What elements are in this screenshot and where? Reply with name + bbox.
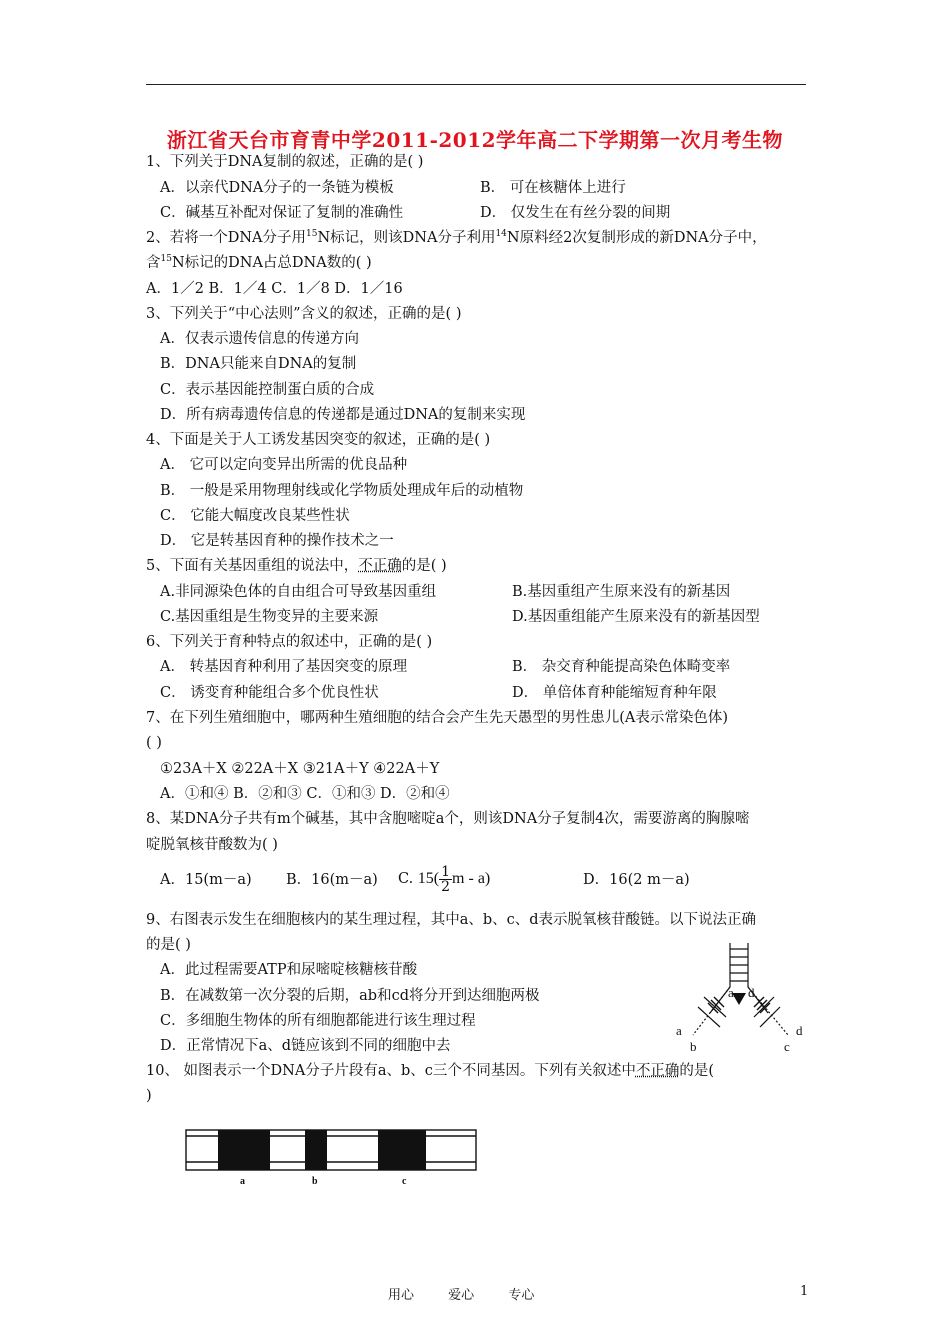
- q8-fraction: $\frac{1}{2}$: [441, 863, 451, 895]
- q8-stem-line2: 啶脱氧核苷酸数为( ): [146, 837, 278, 853]
- page-number: 1: [800, 1284, 809, 1299]
- q3-option-d: D．所有病毒遗传信息的传递都是通过DNA的复制来实现: [160, 407, 526, 423]
- q1-option-d: D． 仅发生在有丝分裂的间期: [480, 205, 671, 221]
- header-rule: [146, 84, 806, 85]
- q1-option-a: A．以亲代DNA分子的一条链为模板: [160, 180, 394, 196]
- q8-stem: 8、某DNA分子共有m个碱基，其中含胞嘧啶a个，则该DNA分子复制4次，需要游离的胸腺嘧: [146, 811, 750, 827]
- gene-b-block: [305, 1130, 327, 1170]
- q4-option-b: B． 一般是采用物理射线或化学物质处理成年后的动植物: [160, 483, 524, 499]
- q8-option-a: A．15(m－a): [160, 872, 252, 888]
- q9-option-c: C．多细胞生物体的所有细胞都能进行该生理过程: [160, 1013, 476, 1029]
- q9-stem-line2: 的是( ): [146, 937, 191, 953]
- q7-items: ①23A＋X ②22A＋X ③21A＋Y ④22A＋Y: [160, 761, 440, 777]
- gene-label-b: b: [312, 1176, 318, 1187]
- q7-paren: ( ): [146, 735, 162, 751]
- gene-c-block: [378, 1130, 426, 1170]
- q6-stem: 6、下列关于育种特点的叙述中，正确的是( ): [146, 634, 433, 650]
- q6-option-a: A． 转基因育种利用了基因突变的原理: [160, 659, 408, 675]
- q5-option-c: C.基因重组是生物变异的主要来源: [160, 609, 379, 625]
- q6-option-c: C． 诱变育种能组合多个优良性状: [160, 685, 379, 701]
- q9-option-b: B．在减数第一次分裂的后期，ab和cd将分开到达细胞两极: [160, 988, 540, 1004]
- page-title: 浙江省天台市育青中学2011-2012学年高二下学期第一次月考生物: [166, 128, 784, 152]
- q9-option-d: D．正常情况下a、d链应该到不同的细胞中去: [160, 1038, 451, 1054]
- footer-item-yongxin: 用心: [388, 1288, 415, 1303]
- fig-label-a: a: [676, 1023, 682, 1038]
- q10-stem: 10、 如图表示一个DNA分子片段有a、b、c三个不同基因。下列有关叙述中不正确的是(: [146, 1063, 715, 1079]
- q7-stem: 7、在下列生殖细胞中，哪两种生殖细胞的结合会产生先天愚型的男性患儿(A表示常染色体): [146, 710, 729, 726]
- q1-option-b: B． 可在核糖体上进行: [480, 180, 626, 196]
- footer: [388, 1284, 564, 1303]
- q8-option-c: C. 15( $\frac{1}{2}$ m - a): [398, 863, 491, 895]
- q1-stem: 1、下列关于DNA复制的叙述，正确的是( ): [146, 154, 424, 170]
- fig-label-b: b: [690, 1039, 697, 1054]
- dna-segment-figure: [180, 1100, 480, 1190]
- q2-stem: 2、若将一个DNA分子用$^{15}$N标记，则该DNA分子利用$^{14}$N原料经2次复制形成的新DNA分子中，: [146, 229, 767, 246]
- q5-option-a: A.非同源染色体的自由组合可导致基因重组: [160, 584, 437, 600]
- gene-label-c: c: [402, 1176, 407, 1187]
- gene-a-block: [218, 1130, 270, 1170]
- q3-stem: 3、下列关于“中心法则”含义的叙述，正确的是( ): [146, 306, 462, 322]
- q8-option-b: B．16(m－a): [286, 872, 378, 888]
- q9-option-a: A．此过程需要ATP和尿嘧啶核糖核苷酸: [160, 962, 418, 978]
- q4-option-d: D． 它是转基因育种的操作技术之一: [160, 533, 394, 549]
- q4-option-c: C． 它能大幅度改良某些性状: [160, 508, 350, 524]
- q9-stem: 9、右图表示发生在细胞核内的某生理过程，其中a、b、c、d表示脱氧核苷酸链。以下说法正确: [146, 912, 757, 928]
- q6-option-b: B． 杂交育种能提高染色体畸变率: [512, 659, 731, 675]
- q5-option-b: B.基因重组产生原来没有的新基因: [512, 584, 731, 600]
- fig-label-c: c: [784, 1039, 790, 1054]
- fig-label-d-top: d: [748, 985, 755, 1000]
- footer-item-aixin: 爱心: [448, 1288, 475, 1303]
- q3-option-b: B．DNA只能来自DNA的复制: [160, 356, 357, 372]
- q1-option-c: C．碱基互补配对保证了复制的准确性: [160, 205, 404, 221]
- fig-label-d: d: [796, 1023, 803, 1038]
- fork-arrow-icon: [732, 993, 746, 1005]
- q4-stem: 4、下面是关于人工诱发基因突变的叙述，正确的是( ): [146, 432, 491, 448]
- q10-stem-line2: ): [146, 1088, 152, 1104]
- q4-option-a: A． 它可以定向变异出所需的优良品种: [160, 457, 408, 473]
- q2-stem-line2: 含$^{15}$N标记的DNA占总DNA数的( ): [146, 254, 372, 271]
- q6-option-d: D． 单倍体育种能缩短育种年限: [512, 685, 717, 701]
- footer-item-zhuanxin: 专心: [508, 1288, 535, 1303]
- fig-label-a-top: a: [728, 985, 734, 1000]
- q3-option-c: C．表示基因能控制蛋白质的合成: [160, 382, 375, 398]
- replication-fork-figure: [668, 935, 818, 1060]
- q8-option-d: D．16(2 m－a): [583, 872, 690, 888]
- q3-option-a: A．仅表示遗传信息的传递方向: [160, 331, 359, 347]
- gene-label-a: a: [240, 1176, 245, 1187]
- q2-options: A．1／2 B．1／4 C．1／8 D．1／16: [146, 281, 403, 297]
- q5-stem: 5、下面有关基因重组的说法中，不正确的是( ): [146, 558, 447, 574]
- q5-option-d: D.基因重组能产生原来没有的新基因型: [512, 609, 760, 625]
- q7-options: A．①和④ B．②和③ C．①和③ D．②和④: [160, 786, 450, 802]
